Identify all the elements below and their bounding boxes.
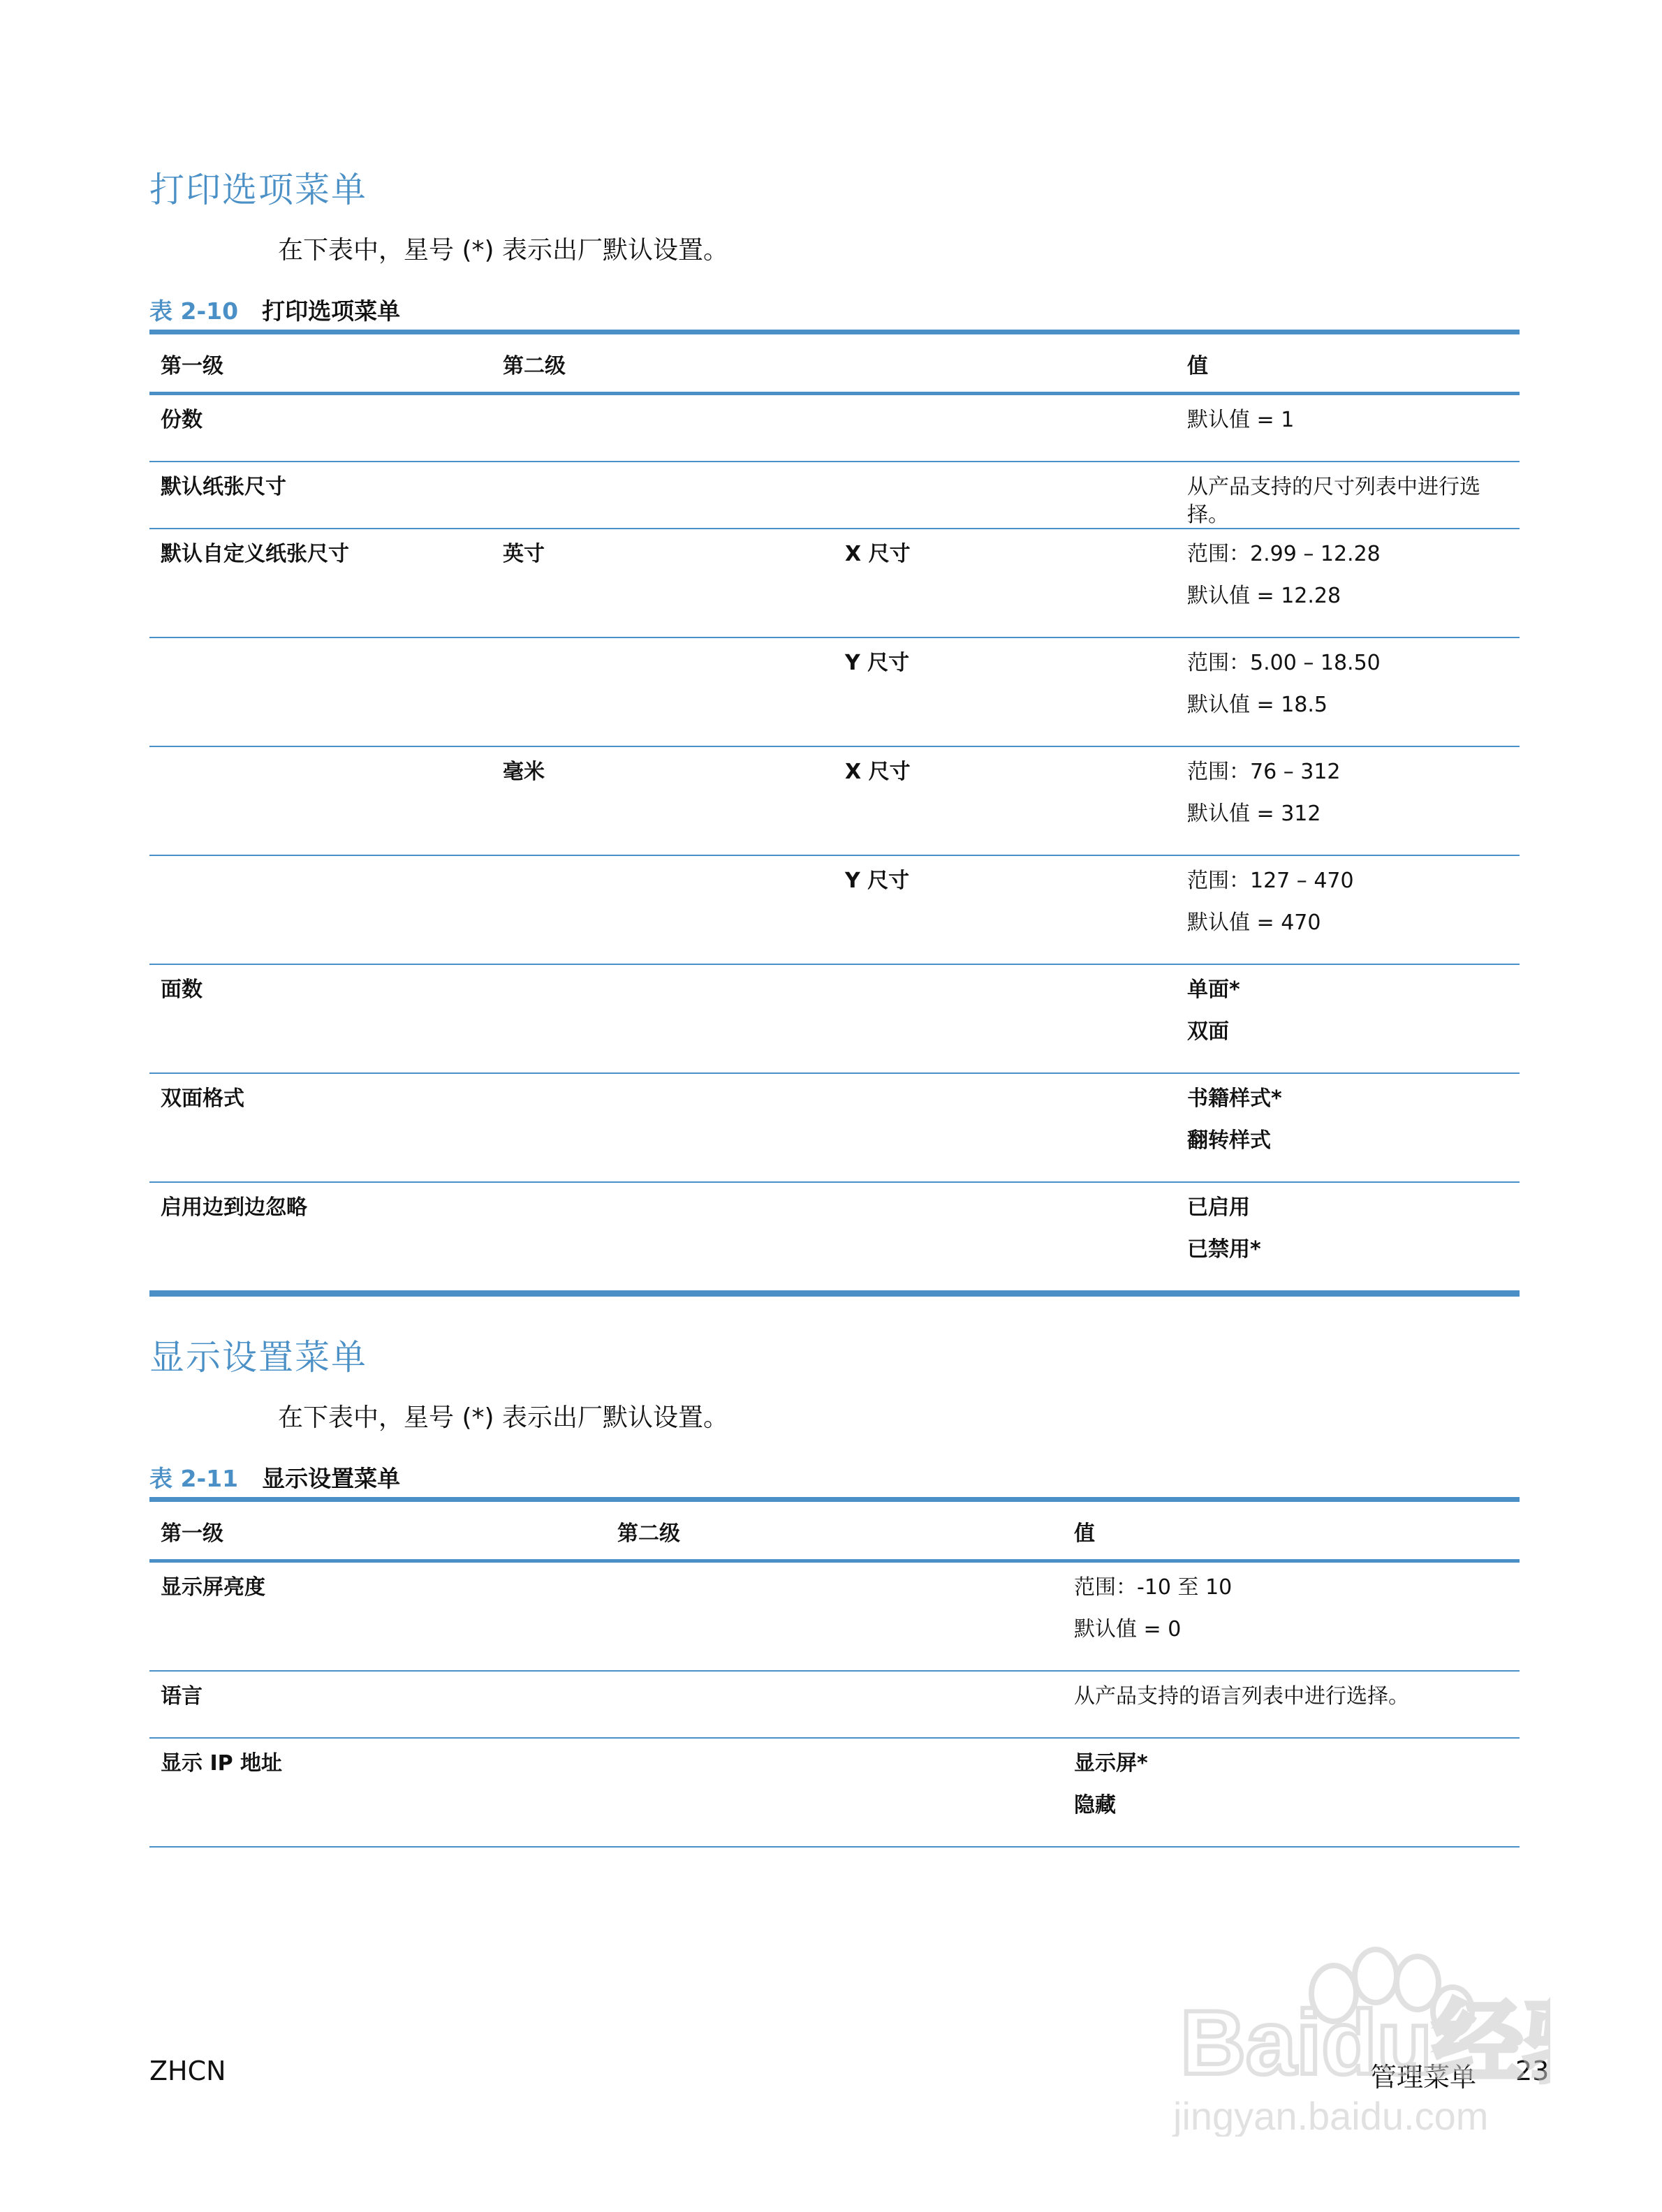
level2-cell <box>492 462 834 529</box>
value-cell <box>1176 1182 1520 1294</box>
value-cell <box>1176 529 1520 637</box>
value-cell <box>1176 855 1520 964</box>
value-cell <box>1176 637 1520 746</box>
value-line: 默认值 = 12.28 <box>1187 584 1341 608</box>
level2-cell <box>492 637 834 746</box>
table-caption-2-11 <box>149 1461 400 1494</box>
section-title-display-settings: 显示设置菜单 <box>149 1337 367 1378</box>
value-line: 翻转样式 <box>1187 1128 1271 1153</box>
header-level2: 第二级 <box>492 332 834 394</box>
paw-icon <box>1159 1927 1550 2137</box>
value-line: 书籍样式* <box>1187 1086 1282 1111</box>
table-row <box>149 1671 1520 1738</box>
value-line: 默认值 = 312 <box>1187 802 1321 826</box>
level3-cell <box>834 394 1176 462</box>
value-line: 默认值 = 18.5 <box>1187 693 1328 717</box>
value-line: 范围：5.00 – 18.50 <box>1187 651 1381 675</box>
table-title: 显示设置菜单 <box>262 1465 401 1492</box>
header-level1: 第一级 <box>149 332 492 394</box>
level3-cell: Y 尺寸 <box>834 637 1176 746</box>
value-line: 范围：127 – 470 <box>1187 869 1354 893</box>
level3-cell <box>834 462 1176 529</box>
footer-page-number: 23 <box>1515 2056 1550 2086</box>
table-header-row <box>149 332 1520 394</box>
value-cell <box>1176 964 1520 1073</box>
value-line: 默认值 = 0 <box>1074 1617 1182 1642</box>
value-line: 隐藏 <box>1074 1793 1116 1817</box>
value-line: 范围：2.99 – 12.28 <box>1187 542 1381 566</box>
level1-cell: 启用边到边忽略 <box>161 1195 307 1220</box>
value-cell <box>1063 1738 1520 1847</box>
level2-cell <box>492 1073 834 1182</box>
value-cell <box>1176 1073 1520 1182</box>
value-cell <box>1176 394 1520 462</box>
value-line: 已启用 <box>1187 1195 1250 1220</box>
table-row <box>149 855 1520 964</box>
table-row <box>149 462 1520 529</box>
value-line: 显示屏* <box>1074 1751 1148 1776</box>
value-line: 默认值 = 1 <box>1187 408 1295 432</box>
level1-cell <box>149 855 492 964</box>
value-line: 单面* <box>1187 978 1240 1002</box>
header-level3 <box>834 332 1176 394</box>
value-cell <box>1176 462 1520 529</box>
footer-locale: ZHCN <box>149 2056 226 2086</box>
watermark-url: jingyan.baidu.com <box>1173 2094 1489 2137</box>
header-level1: 第一级 <box>149 1500 606 1561</box>
header-level2: 第二级 <box>606 1500 1063 1561</box>
value-line: 范围：76 – 312 <box>1187 760 1341 784</box>
level2-cell <box>492 855 834 964</box>
value-line: 从产品支持的尺寸列表中进行选择。 <box>1187 475 1480 527</box>
level1-cell: 显示 IP 地址 <box>149 1738 606 1847</box>
level3-cell <box>834 1182 1176 1294</box>
level2-cell <box>492 964 834 1073</box>
header-value: 值 <box>1176 332 1520 394</box>
table-title: 打印选项菜单 <box>262 297 401 325</box>
level1-cell: 显示屏亮度 <box>149 1561 606 1672</box>
level3-cell <box>834 964 1176 1073</box>
baidu-watermark <box>1159 1927 1550 2137</box>
value-line: 范围：-10 至 10 <box>1074 1575 1233 1600</box>
value-line: 已禁用* <box>1187 1237 1261 1262</box>
footer-section-name: 管理菜单 <box>1370 2062 1477 2093</box>
table-row <box>149 1182 1520 1294</box>
level3-cell: Y 尺寸 <box>834 855 1176 964</box>
level2-cell <box>606 1671 1063 1738</box>
level2-cell <box>492 1182 834 1294</box>
level2-cell: 英寸 <box>492 529 834 637</box>
level1-cell: 默认纸张尺寸 <box>149 462 492 529</box>
level1-cell <box>149 637 492 746</box>
section-intro-print-options: 在下表中，星号 (*) 表示出厂默认设置。 <box>278 236 728 265</box>
table-number: 表 2-10 <box>149 297 239 325</box>
watermark-text: Baidu经 <box>1180 1991 1524 2093</box>
table-row <box>149 1561 1520 1672</box>
table-row <box>149 1073 1520 1182</box>
level2-cell <box>606 1561 1063 1672</box>
header-value: 值 <box>1063 1500 1520 1561</box>
table-row <box>149 964 1520 1073</box>
value-cell <box>1063 1671 1520 1738</box>
level1-cell <box>149 746 492 855</box>
value-line: 从产品支持的语言列表中进行选择。 <box>1074 1684 1409 1709</box>
display-settings-table <box>149 1497 1520 1848</box>
print-options-table <box>149 330 1520 1297</box>
table-header-row <box>149 1500 1520 1561</box>
value-cell <box>1176 746 1520 855</box>
level1-cell: 默认自定义纸张尺寸 <box>149 529 492 637</box>
level3-cell: X 尺寸 <box>834 746 1176 855</box>
level1-cell: 份数 <box>149 394 492 462</box>
level2-cell: 毫米 <box>492 746 834 855</box>
section-intro-display-settings: 在下表中，星号 (*) 表示出厂默认设置。 <box>278 1403 728 1432</box>
level3-cell: X 尺寸 <box>834 529 1176 637</box>
section-title-print-options: 打印选项菜单 <box>149 170 367 210</box>
table-row <box>149 394 1520 462</box>
table-row <box>149 746 1520 855</box>
value-line: 默认值 = 470 <box>1187 910 1321 935</box>
level1-cell: 语言 <box>149 1671 606 1738</box>
table-number: 表 2-11 <box>149 1465 239 1492</box>
table-row <box>149 1738 1520 1847</box>
level3-cell <box>834 1073 1176 1182</box>
level1-cell: 面数 <box>149 964 492 1073</box>
table-row <box>149 637 1520 746</box>
level2-cell <box>492 394 834 462</box>
value-cell <box>1063 1561 1520 1672</box>
value-line: 双面 <box>1187 1019 1229 1044</box>
table-row <box>149 529 1520 637</box>
table-caption-2-10 <box>149 293 400 326</box>
level2-cell <box>606 1738 1063 1847</box>
level1-cell: 双面格式 <box>149 1073 492 1182</box>
